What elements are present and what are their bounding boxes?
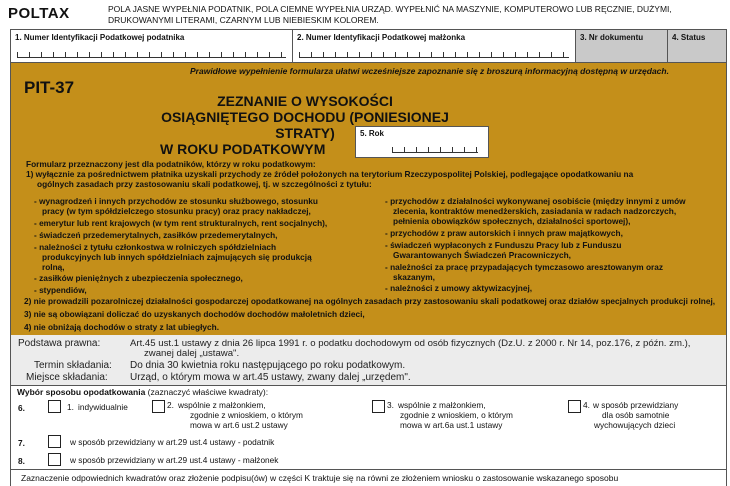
form-code: PIT-37: [24, 78, 75, 97]
right-item: - świadczeń wypłaconych z Funduszu Pracy lub z Funduszu: [385, 240, 622, 250]
option-art29-taxpayer-checkbox[interactable]: [48, 435, 61, 448]
point-3: 3) nie są obowiązani doliczać do uzyskanych dochodów dochodów małoletnich dzieci,: [24, 309, 365, 319]
left-item: - należności z tytułu członkostwa w rolniczych spółdzielniach: [34, 242, 277, 252]
doc-number-label: 3. Nr dokumentu: [580, 33, 644, 42]
left-item: rolną,: [42, 262, 65, 272]
left-item: - stypendiów,: [34, 285, 87, 295]
selection-heading-title: Wybór sposobu opodatkowania: [17, 387, 146, 397]
option-2-number: 2.: [167, 400, 174, 410]
selection-heading: [17, 387, 268, 397]
year-label: 5. Rok: [360, 129, 385, 138]
selection-heading-note: (zaznaczyć właściwe kwadraty):: [147, 387, 269, 397]
option-1-number: 1.: [67, 402, 74, 412]
option-joint-art6a-checkbox[interactable]: [372, 400, 385, 413]
option-4-number: 4.: [583, 400, 590, 410]
deadline-text: Do dnia 30 kwietnia roku następującego po roku podatkowym.: [130, 360, 406, 371]
year-comb: [392, 147, 478, 153]
left-item: - świadczeń przedemerytalnych, zasiłków przedemerytalnych,: [34, 230, 278, 240]
nip-spouse-label: 2. Numer Identyfikacji Podatkowej małżonka: [297, 33, 466, 42]
option-2-line-1: wspólnie z małżonkiem,: [178, 400, 266, 410]
left-item: pracy (w tym spółdzielczego stosunku pracy) oraz pracy nakładczej,: [42, 206, 311, 216]
option-2-line-3: mowa w art.6 ust.2 ustawy: [190, 420, 288, 430]
title-line-2: OSIĄGNIĘTEGO DOCHODU (PONIESIONEJ STRATY): [161, 109, 449, 141]
option-3-line-1: wspólnie z małżonkiem,: [398, 400, 486, 410]
status-label: 4. Status: [672, 33, 706, 42]
right-item: pełnienia obowiązków społecznych, działalności sportowej),: [393, 216, 631, 226]
right-item: - należności za pracę przypadających tymczasowo aresztowanym oraz: [385, 262, 664, 272]
option-7-label: w sposób przewidziany w art.29 ust.4 ustawy - podatnik: [70, 437, 275, 447]
option-joint-art6-checkbox[interactable]: [152, 400, 165, 413]
year-field[interactable]: [355, 126, 489, 158]
nip-taxpayer-field[interactable]: [11, 30, 293, 62]
right-item: Gwarantowanych Świadczeń Pracowniczych,: [393, 250, 571, 260]
left-item: - emerytur lub rent krajowych (w tym rent strukturalnych, rent socjalnych),: [34, 218, 328, 228]
selection-footer-note: Zaznaczenie odpowiednich kwadratów oraz złożenie podpisu(ów) w części K traktuje się na równi ze złożeniem wniosku o zastosowanie wskazanego sposobu: [21, 473, 619, 483]
place-label: Miejsce składania:: [26, 372, 108, 383]
option-3-number: 3.: [387, 400, 394, 410]
left-item: produkcyjnych lub innych spółdzielniach zajmujących się produkcją: [42, 252, 312, 262]
intro-point-1: 1) wyłącznie za pośrednictwem płatnika uzyskali przychody ze źródeł położonych na terytorium Rzeczypospolitej Polskiej, podlegające opodatkowaniu na: [26, 169, 634, 179]
row-6-number: 6.: [18, 403, 25, 413]
title-line-1: ZEZNANIE O WYSOKOŚCI: [217, 93, 393, 109]
intro-line: Formularz przeznaczony jest dla podatników, którzy w roku podatkowym:: [26, 159, 316, 169]
right-item: zlecenia, kontraktów menedżerskich, zasiadania w radach nadzorczych,: [393, 206, 677, 216]
left-item: - zasiłków pieniężnych z ubezpieczenia społecznego,: [34, 273, 243, 283]
option-art29-spouse-checkbox[interactable]: [48, 453, 61, 466]
option-3-line-2: zgodnie z wnioskiem, o którym: [400, 410, 513, 420]
nip-spouse-field[interactable]: [293, 30, 576, 62]
filling-instructions: POLA JASNE WYPEŁNIA PODATNIK, POLA CIEMNE WYPEŁNIA URZĄD. WYPEŁNIĆ NA MASZYNIE, KOMPUTEROWO LUB RĘCZNIE, DUŻYMI, DRUKOWANYMI LITERAMI, CZARNYM LUB NIEBIESKIM KOLOREM.: [108, 4, 672, 25]
status-field: [668, 30, 726, 62]
option-1-label: indywidualnie: [78, 402, 128, 412]
option-3-line-3: mowa w art.6a ust.1 ustawy: [400, 420, 503, 430]
option-4-line-2: dla osób samotnie: [602, 410, 670, 420]
row-7-number: 7.: [18, 438, 25, 448]
option-2-line-2: zgodnie z wnioskiem, o którym: [190, 410, 303, 420]
doc-number-field: [576, 30, 668, 62]
title-line-3: W ROKU PODATKOWYM: [160, 141, 326, 157]
option-8-label: w sposób przewidziany w art.29 ust.4 ustawy - małżonek: [70, 455, 279, 465]
point-2: 2) nie prowadzili pozarolniczej działalności gospodarczej opodatkowanej na ogólnych zasadach przy zastosowaniu skali podatkowej oraz działów specjalnych produkcji rolnej,: [24, 296, 716, 306]
nip-taxpayer-comb: [17, 52, 286, 58]
selection-footer: [10, 469, 727, 486]
right-item: skazanym,: [393, 272, 435, 282]
intro-point-1-cont: ogólnych zasadach przy zastosowaniu skali podatkowej, tj. w szczególności z tytułu:: [37, 179, 372, 189]
basis-label: Podstawa prawna:: [18, 338, 101, 349]
option-individual-checkbox[interactable]: [48, 400, 61, 413]
nip-taxpayer-label: 1. Numer Identyfikacji Podatkowej podatnika: [15, 33, 185, 42]
deadline-label: Termin składania:: [34, 360, 112, 371]
basis-text: Art.45 ust.1 ustawy z dnia 26 lipca 1991 r. o podatku dochodowym od osób fizycznych (Dz.U. z 2000 r. Nr 14, poz.176, z późn. zm.),: [130, 338, 691, 349]
point-4: 4) nie obniżają dochodów o straty z lat ubiegłych.: [24, 322, 220, 332]
place-text: Urząd, o którym mowa w art.45 ustawy, zwany dalej „urzędem".: [130, 372, 411, 383]
option-single-parent-checkbox[interactable]: [568, 400, 581, 413]
row-8-number: 8.: [18, 456, 25, 466]
left-item: - wynagrodzeń i innych przychodów ze stosunku służbowego, stosunku: [34, 196, 318, 206]
brochure-hint: Prawidłowe wypełnienie formularza ułatwi wcześniejsze zapoznanie się z broszurą informacyjną dostępną w urzędach.: [190, 66, 669, 76]
right-item: - należności z umowy aktywizacyjnej,: [385, 283, 533, 293]
basis-text-cont: zwanej dalej „ustawa".: [144, 348, 240, 359]
right-item: - przychodów z działalności wykonywanej osobiście (między innymi z umów: [385, 196, 686, 206]
option-4-line-3: wychowujących dzieci: [594, 420, 676, 430]
poltax-logo: POLTAX: [8, 5, 70, 22]
header-fields: [10, 29, 727, 63]
right-item: - przychodów z praw autorskich i innych praw majątkowych,: [385, 228, 623, 238]
option-4-line-1: w sposób przewidziany: [593, 400, 679, 410]
nip-spouse-comb: [299, 52, 569, 58]
